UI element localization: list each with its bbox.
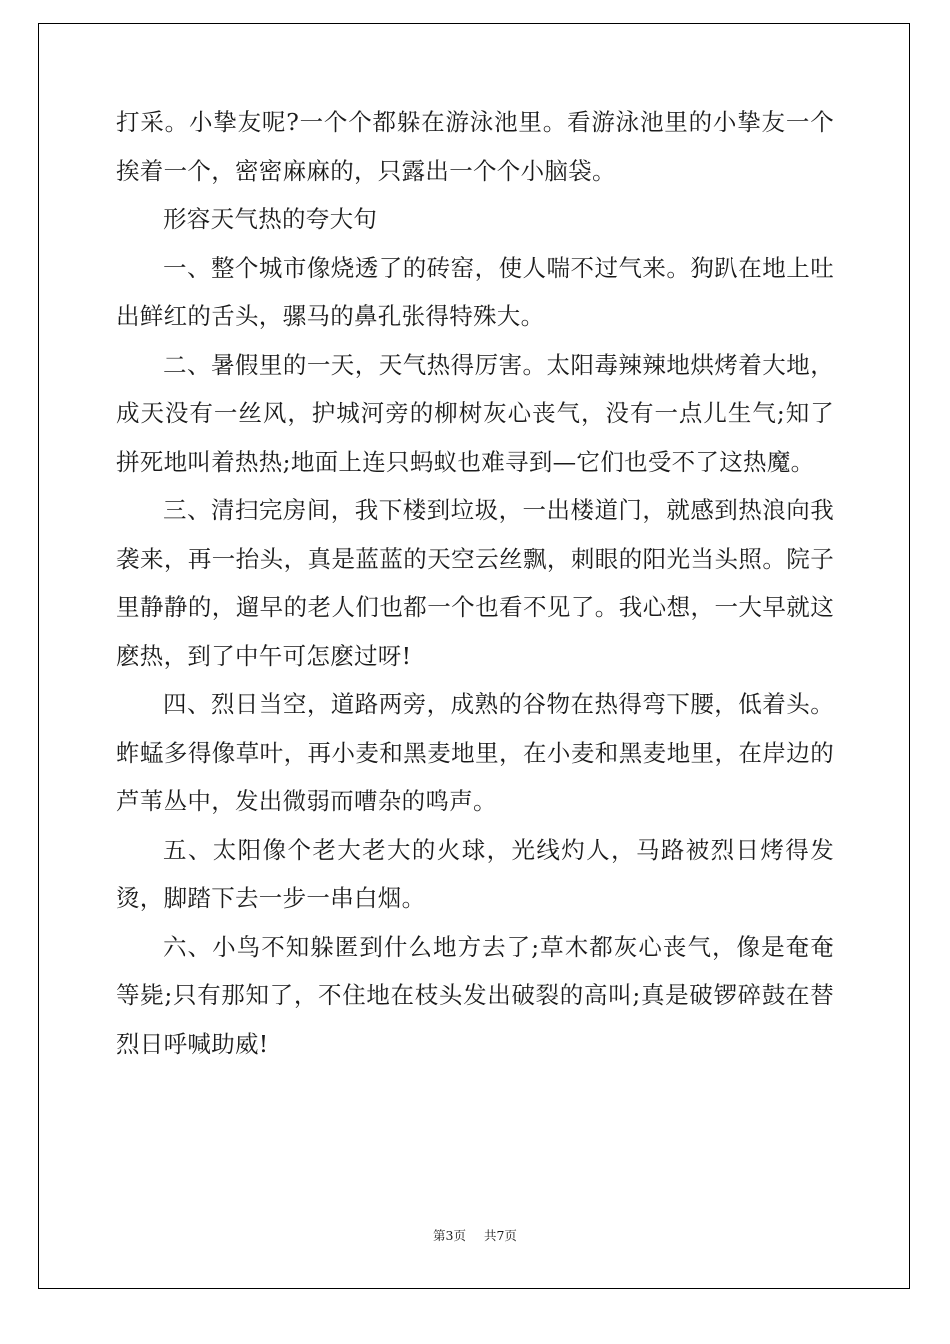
page-footer xyxy=(0,1226,950,1244)
paragraph-item-6: 六、小鸟不知躲匿到什么地方去了;草木都灰心丧气，像是奄奄等毙;只有那知了，不住地在枝头发出破裂的高叫;真是破锣碎鼓在替烈日呼喊助威! xyxy=(116,932,834,1058)
paragraph-item-3: 三、清扫完房间，我下楼到垃圾，一出楼道门，就感到热浪向我袭来，再一抬头，真是蓝蓝的天空云丝飘，刺眼的阳光当头照。院子里静静的，遛早的老人们也都一个也看不见了。我心想，一大早就这麽热，到了中午可怎麽过呀! xyxy=(116,496,834,670)
paragraph-item-2: 二、暑假里的一天，天气热得厉害。太阳毒辣辣地烘烤着大地，成天没有一丝风，护城河旁的柳树灰心丧气，没有一点儿生气;知了拼死地叫着热热;地面上连只蚂蚁也难寻到—它们也受不了这热魔。 xyxy=(116,350,834,476)
current-page-number: 第3页 xyxy=(433,1228,466,1243)
paragraph-item-1: 一、整个城市像烧透了的砖窑，使人喘不过气来。狗趴在地上吐出鲜红的舌头，骡马的鼻孔张得特殊大。 xyxy=(116,253,834,330)
total-pages: 共7页 xyxy=(483,1228,517,1243)
paragraph-continuation: 打采。小挚友呢?一个个都躲在游泳池里。看游泳池里的小挚友一个挨着一个，密密麻麻的，只露出一个个小脑袋。 xyxy=(116,108,834,185)
document-body xyxy=(116,98,834,1068)
section-heading: 形容天气热的夸大句 xyxy=(163,205,378,233)
paragraph-item-4: 四、烈日当空，道路两旁，成熟的谷物在热得弯下腰，低着头。蚱蜢多得像草叶，再小麦和黑麦地里，在小麦和黑麦地里，在岸边的芦苇丛中，发出微弱而嘈杂的鸣声。 xyxy=(116,690,834,815)
paragraph-item-5: 五、太阳像个老大老大的火球，光线灼人，马路被烈日烤得发烫，脚踏下去一步一串白烟。 xyxy=(116,835,834,912)
